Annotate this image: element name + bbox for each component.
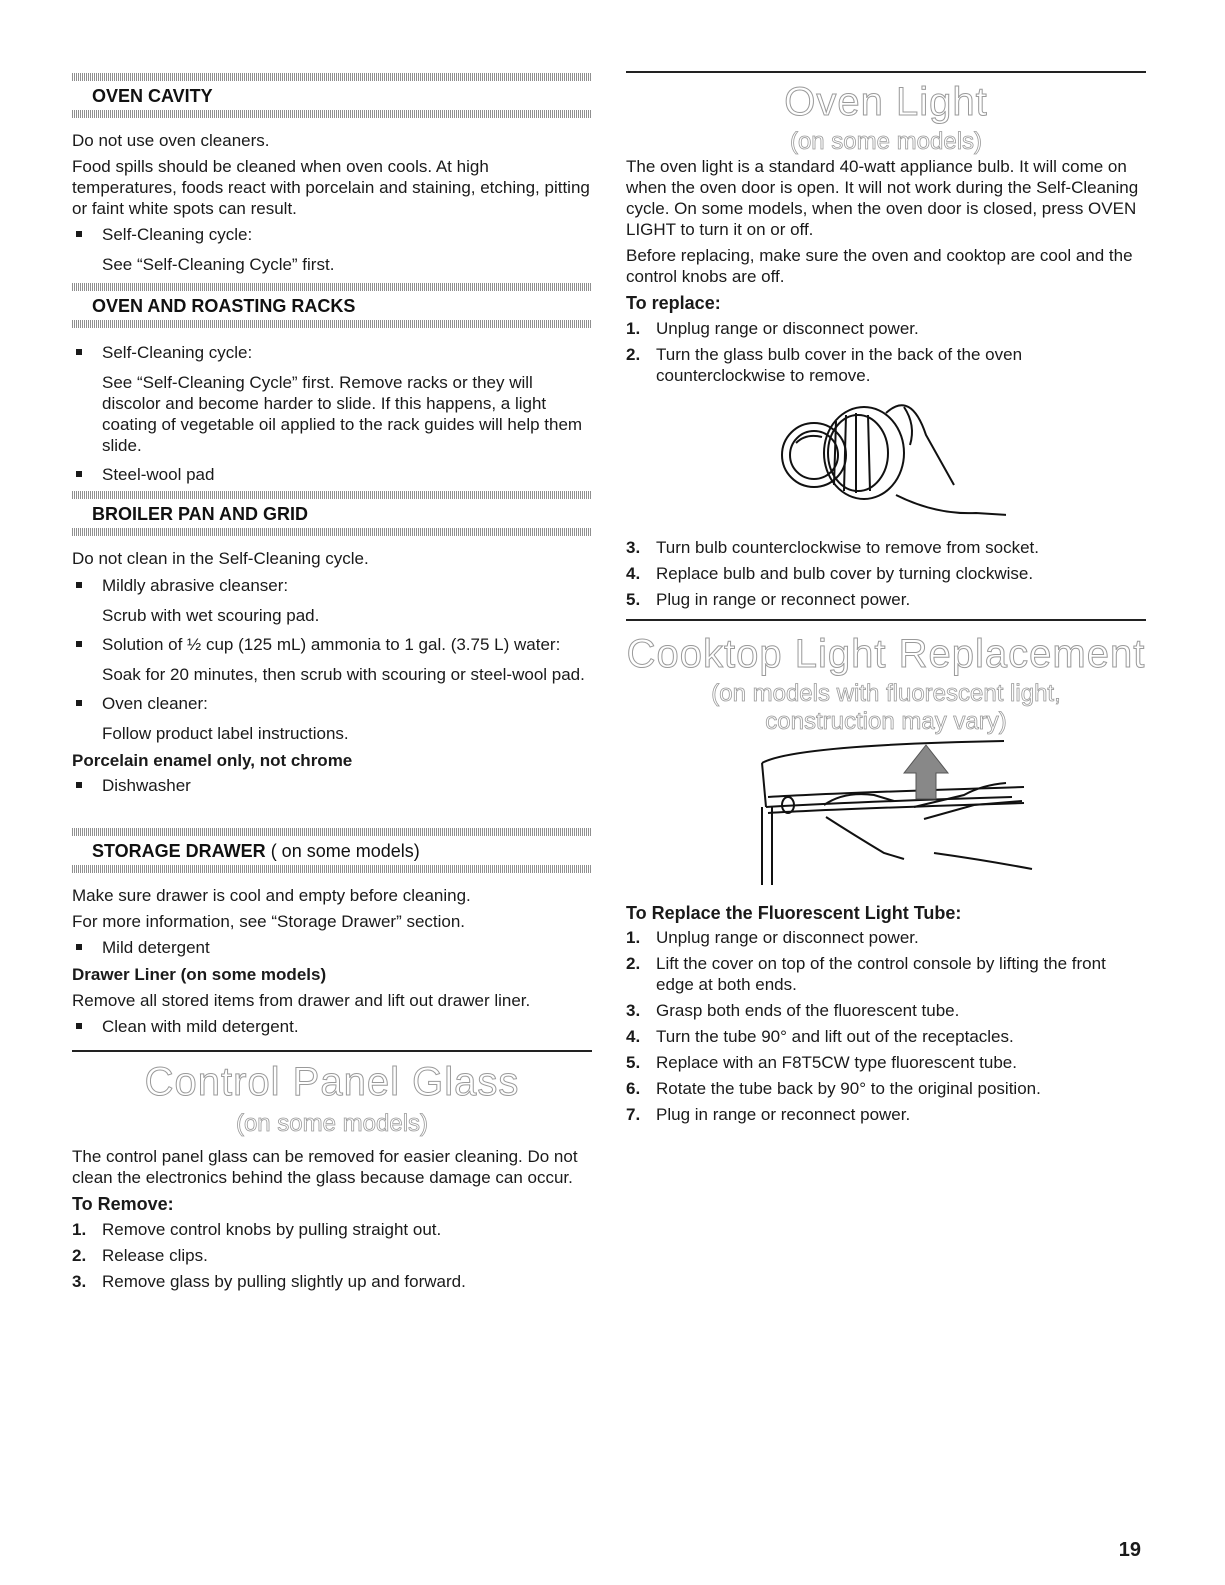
section-heading	[72, 836, 592, 865]
step-number: 5.	[626, 1053, 641, 1072]
step-number: 4.	[626, 1027, 641, 1046]
fluorescent-tube-illustration	[754, 735, 1044, 895]
numbered-step	[626, 318, 1146, 339]
step-number: 2.	[72, 1246, 87, 1265]
bullet-item: Clean with mild detergent.	[72, 1016, 592, 1037]
paragraph: The control panel glass can be removed for easier cleaning. Do not clean the electronics behind the glass because damage can occur.	[72, 1147, 578, 1187]
section-title: Control Panel Glass	[144, 1060, 520, 1104]
bullet-item: Oven cleaner:	[72, 693, 592, 714]
section-rule	[72, 1050, 592, 1052]
step-number: 7.	[626, 1105, 641, 1124]
section-band-bottom	[72, 110, 592, 118]
paragraph: Do not clean in the Self-Cleaning cycle.	[72, 549, 369, 568]
bullet-item: Solution of ½ cup (125 mL) ammonia to 1 gal. (3.75 L) water:	[72, 634, 592, 655]
bulb-cover-illustration	[776, 385, 1006, 525]
racks-section	[72, 283, 592, 485]
storage-drawer-section	[72, 828, 592, 1037]
broiler-section	[72, 491, 592, 796]
step-number: 6.	[626, 1079, 641, 1098]
page-number: 19	[1118, 1539, 1141, 1561]
paragraph: Do not use oven cleaners.	[72, 131, 270, 150]
step-number: 1.	[626, 928, 641, 947]
step-text: Turn bulb counterclockwise to remove from socket.	[656, 538, 1039, 557]
step-text: Remove glass by pulling slightly up and forward.	[102, 1272, 466, 1291]
oven-cavity-section	[72, 73, 592, 275]
numbered-step	[72, 1219, 592, 1240]
section-heading: OVEN CAVITY	[92, 86, 213, 106]
step-text: Rotate the tube back by 90° to the original position.	[656, 1079, 1041, 1098]
numbered-step	[626, 537, 1146, 558]
step-text: Plug in range or reconnect power.	[656, 590, 911, 609]
step-text: Turn the tube 90° and lift out of the receptacles.	[656, 1027, 1014, 1046]
numbered-step	[626, 953, 1146, 995]
oven-light-section	[626, 80, 1146, 386]
step-text: Turn the glass bulb cover in the back of the oven counterclockwise to remove.	[656, 345, 1023, 385]
step-number: 5.	[626, 590, 641, 609]
bullet-detail: Soak for 20 minutes, then scrub with scouring or steel-wool pad.	[102, 665, 585, 684]
step-number: 3.	[72, 1272, 87, 1291]
step-number: 1.	[72, 1220, 87, 1239]
bullet-item: Mildly abrasive cleanser:	[72, 575, 592, 596]
step-number: 2.	[626, 345, 641, 364]
numbered-step	[626, 1052, 1146, 1073]
bullet-detail: See “Self-Cleaning Cycle” first.	[102, 255, 335, 274]
section-heading: OVEN AND ROASTING RACKS	[92, 296, 356, 316]
numbered-step	[626, 927, 1146, 948]
bullet-detail: Follow product label instructions.	[102, 724, 349, 743]
step-number: 2.	[626, 954, 641, 973]
subheading: To Replace the Fluorescent Light Tube:	[626, 903, 962, 923]
section-band-bottom	[72, 528, 592, 536]
section-heading-suffix: ( on some models)	[265, 841, 420, 861]
step-text: Release clips.	[102, 1246, 208, 1265]
bullet-item: Self-Cleaning cycle:	[72, 342, 592, 363]
bullet-detail: Scrub with wet scouring pad.	[102, 606, 320, 625]
subheading: Porcelain enamel only, not chrome	[72, 751, 353, 770]
numbered-step	[72, 1271, 592, 1292]
numbered-step	[626, 1000, 1146, 1021]
cooktop-light-section	[626, 632, 1146, 736]
step-text: Unplug range or disconnect power.	[656, 319, 919, 338]
step-text: Plug in range or reconnect power.	[656, 1105, 911, 1124]
step-number: 3.	[626, 538, 641, 557]
subheading: To replace:	[626, 293, 721, 313]
step-text: Grasp both ends of the fluorescent tube.	[656, 1001, 960, 1020]
paragraph: For more information, see “Storage Drawer” section.	[72, 912, 466, 931]
section-band-bottom	[72, 320, 592, 328]
section-band-top	[72, 283, 592, 291]
step-text: Remove control knobs by pulling straight out.	[102, 1220, 442, 1239]
step-text: Replace bulb and bulb cover by turning clockwise.	[656, 564, 1034, 583]
numbered-step	[626, 344, 1146, 386]
paragraph: The oven light is a standard 40-watt appliance bulb. It will come on when the oven door is open. It will not work during the Self-Cleaning cycle. On some models, when the oven door is closed, press OVEN LIGHT to turn it on or off.	[626, 157, 1139, 239]
numbered-step	[626, 1026, 1146, 1047]
subheading: To Remove:	[72, 1194, 174, 1214]
section-band-top	[72, 491, 592, 499]
bullet-item: Self-Cleaning cycle:	[72, 224, 592, 245]
section-subtitle: (on some models)	[235, 1110, 429, 1137]
step-text: Unplug range or disconnect power.	[656, 928, 919, 947]
bullet-item: Dishwasher	[72, 775, 592, 796]
section-band-bottom	[72, 865, 592, 873]
bullet-item: Mild detergent	[72, 937, 592, 958]
section-title: Oven Light	[784, 80, 988, 124]
section-heading-bold: STORAGE DRAWER	[92, 841, 266, 861]
section-rule	[626, 71, 1146, 73]
numbered-step	[72, 1245, 592, 1266]
control-panel-glass-section	[72, 1060, 592, 1292]
subheading: Drawer Liner (on some models)	[72, 965, 327, 984]
bullet-item: Steel-wool pad	[72, 464, 592, 485]
oven-light-steps-continued	[626, 537, 1146, 610]
paragraph: Remove all stored items from drawer and lift out drawer liner.	[72, 991, 531, 1010]
step-number: 1.	[626, 319, 641, 338]
step-number: 4.	[626, 564, 641, 583]
section-rule	[626, 619, 1146, 621]
section-subtitle: (on models with fluorescent light,	[711, 680, 1061, 707]
section-band-top	[72, 828, 592, 836]
section-heading: BROILER PAN AND GRID	[92, 504, 308, 524]
step-text: Replace with an F8T5CW type fluorescent tube.	[656, 1053, 1017, 1072]
paragraph: Make sure drawer is cool and empty before cleaning.	[72, 886, 471, 905]
cooktop-light-steps	[626, 903, 1146, 1125]
step-number: 3.	[626, 1001, 641, 1020]
section-subtitle: construction may vary)	[765, 708, 1007, 735]
section-band-top	[72, 73, 592, 81]
bullet-detail: See “Self-Cleaning Cycle” first. Remove racks or they will discolor and become harder to slide. If this happens, a light coating of vegetable oil applied to the rack guides will help them slide.	[102, 373, 583, 455]
numbered-step	[626, 563, 1146, 584]
paragraph: Before replacing, make sure the oven and cooktop are cool and the control knobs are off.	[626, 246, 1133, 286]
paragraph: Food spills should be cleaned when oven cools. At high temperatures, foods react with porcelain and staining, etching, pitting or faint white spots can result.	[72, 157, 590, 218]
step-text: Lift the cover on top of the control console by lifting the front edge at both ends.	[656, 954, 1106, 994]
section-subtitle: (on some models)	[789, 128, 983, 155]
section-title: Cooktop Light Replacement	[626, 632, 1146, 676]
numbered-step	[626, 1078, 1146, 1099]
numbered-step	[626, 1104, 1146, 1125]
numbered-step	[626, 589, 1146, 610]
